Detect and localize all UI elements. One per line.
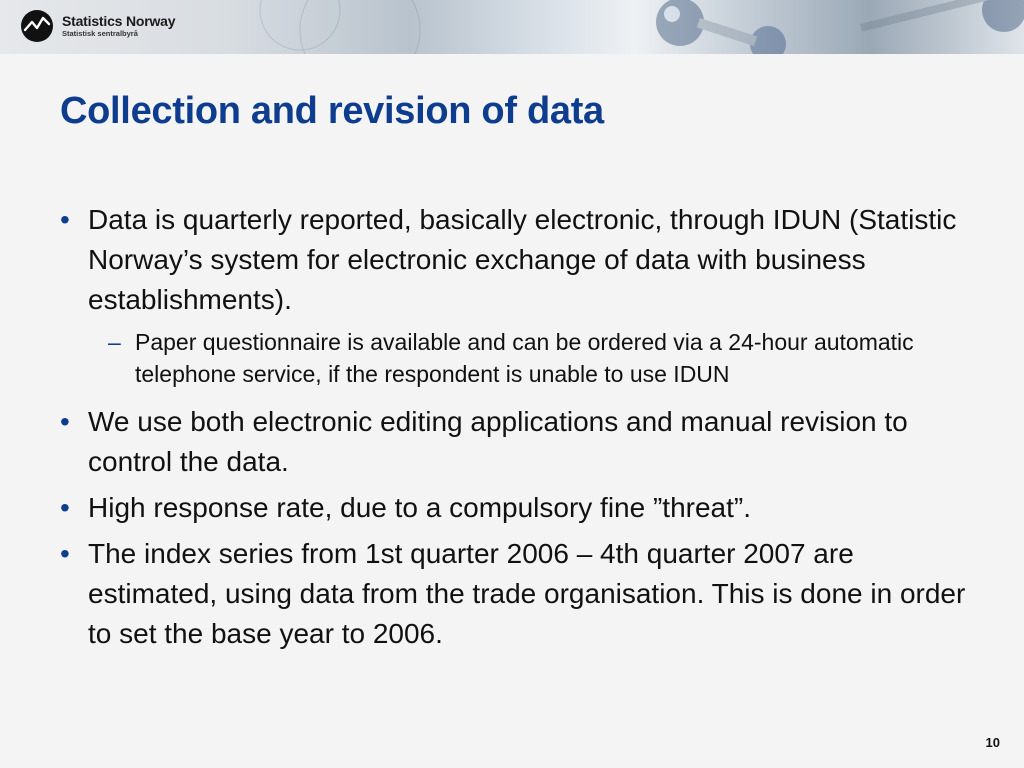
- bullet-item: [60, 488, 990, 528]
- bullet-icon: •: [60, 492, 70, 523]
- bullet-item: [60, 534, 990, 654]
- bullet-icon: •: [60, 204, 70, 235]
- bullet-item: [60, 402, 990, 482]
- bullet-text: We use both electronic editing applications and manual revision to control the data.: [88, 406, 908, 477]
- logo-icon: [20, 9, 54, 43]
- statistics-norway-logo[interactable]: [20, 9, 175, 43]
- slide-title: Collection and revision of data: [60, 90, 604, 132]
- bullet-icon: •: [60, 538, 70, 569]
- sub-bullet-item: [60, 326, 990, 390]
- bullet-text: The index series from 1st quarter 2006 – 4th quarter 2007 are estimated, using data from the trade organisation. This is done in order to set the base year to 2006.: [88, 538, 966, 649]
- logo-subtitle: Statistisk sentralbyrå: [62, 29, 138, 39]
- page-number: 10: [985, 735, 1000, 750]
- bullet-icon: •: [60, 406, 70, 437]
- bullet-item: [60, 200, 990, 320]
- dash-icon: –: [108, 329, 121, 355]
- sub-bullet-text: Paper questionnaire is available and can be ordered via a 24-hour automatic telephone service, if the respondent is unable to use IDUN: [135, 329, 914, 387]
- slide-content: [60, 200, 990, 660]
- bullet-text: High response rate, due to a compulsory fine ”threat”.: [88, 492, 752, 523]
- logo-name: Statistics Norway: [62, 13, 176, 30]
- header-banner: [0, 0, 1024, 54]
- bullet-text: Data is quarterly reported, basically electronic, through IDUN (Statistic Norway’s system for electronic exchange of data with business establishments).: [88, 204, 957, 315]
